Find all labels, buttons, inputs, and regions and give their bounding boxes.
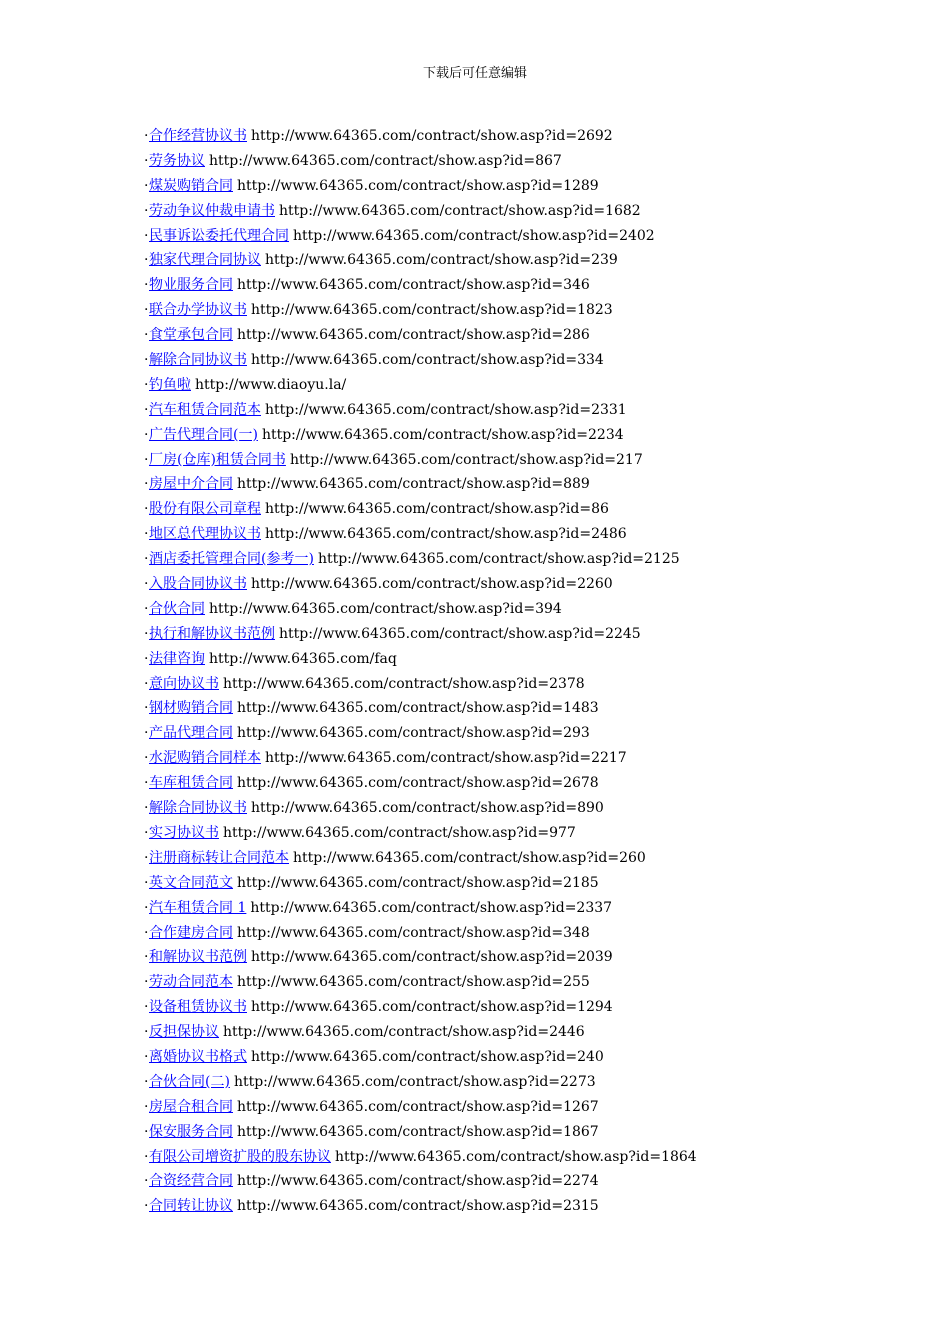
- contract-link[interactable]: 劳务协议: [149, 152, 205, 169]
- link-url: http://www.64365.com/contract/show.asp?id=1864: [335, 1148, 697, 1165]
- link-url: http://www.64365.com/contract/show.asp?id=239: [265, 252, 618, 269]
- contract-link[interactable]: 钓鱼啦: [149, 376, 191, 393]
- list-item: [144, 622, 864, 647]
- bullet: ·: [144, 551, 149, 568]
- bullet: ·: [144, 1073, 149, 1090]
- contract-link[interactable]: 合资经营合同: [149, 1173, 233, 1190]
- bullet: ·: [144, 725, 149, 742]
- bullet: ·: [144, 1123, 149, 1140]
- link-url: http://www.64365.com/contract/show.asp?id=293: [237, 725, 590, 742]
- link-url: http://www.64365.com/contract/show.asp?id=217: [289, 451, 643, 468]
- link-url: http://www.64365.com/contract/show.asp?id=260: [293, 849, 646, 866]
- bullet: ·: [144, 1148, 149, 1165]
- link-url: http://www.64365.com/contract/show.asp?id=2692: [251, 128, 613, 144]
- list-item: [144, 298, 864, 323]
- contract-link[interactable]: 英文合同范文: [149, 874, 233, 891]
- link-url: http://www.64365.com/contract/show.asp?id=2274: [237, 1173, 599, 1190]
- contract-link[interactable]: 联合办学协议书: [149, 302, 247, 319]
- bullet: ·: [144, 1048, 149, 1065]
- bullet: ·: [144, 675, 149, 692]
- list-item: [144, 124, 864, 149]
- bullet: ·: [144, 177, 149, 194]
- bullet: ·: [144, 476, 149, 493]
- list-item: [144, 572, 864, 597]
- link-url: http://www.64365.com/contract/show.asp?id=348: [237, 924, 590, 941]
- list-item: [144, 1045, 864, 1070]
- link-url: http://www.64365.com/contract/show.asp?id=86: [265, 501, 609, 518]
- contract-link[interactable]: 物业服务合同: [149, 277, 233, 294]
- contract-link[interactable]: 有限公司增资扩股的股东协议: [149, 1148, 331, 1165]
- bullet: ·: [144, 501, 149, 518]
- contract-link[interactable]: 劳动争议仲裁申请书: [149, 202, 275, 219]
- contract-link[interactable]: 意向协议书: [149, 675, 219, 692]
- contract-link[interactable]: 地区总代理协议书: [149, 526, 261, 543]
- link-url: http://www.64365.com/contract/show.asp?id=2331: [265, 401, 627, 418]
- bullet: ·: [144, 426, 149, 443]
- contract-link[interactable]: 房屋合租合同: [149, 1098, 233, 1115]
- bullet: ·: [144, 227, 149, 244]
- bullet: ·: [144, 974, 149, 991]
- list-item: [144, 373, 864, 398]
- bullet: ·: [144, 576, 149, 593]
- list-item: [144, 696, 864, 721]
- contract-link[interactable]: 设备租赁协议书: [149, 999, 247, 1016]
- link-url: http://www.64365.com/contract/show.asp?id=2315: [237, 1198, 599, 1215]
- link-url: http://www.64365.com/contract/show.asp?id=867: [209, 152, 562, 169]
- contract-link[interactable]: 实习协议书: [149, 824, 219, 841]
- list-item: [144, 746, 864, 771]
- link-url: http://www.64365.com/contract/show.asp?id=1682: [279, 202, 641, 219]
- bullet: ·: [144, 849, 149, 866]
- bullet: ·: [144, 128, 149, 144]
- bullet: ·: [144, 352, 149, 369]
- bullet: ·: [144, 451, 149, 468]
- link-url: http://www.64365.com/contract/show.asp?id=2260: [251, 576, 613, 593]
- contract-link[interactable]: 和解协议书范例: [149, 949, 247, 966]
- contract-link[interactable]: 广告代理合同(一): [149, 426, 258, 443]
- list-item: [144, 647, 864, 672]
- link-url: http://www.64365.com/contract/show.asp?id=2234: [261, 426, 624, 443]
- list-item: [144, 896, 864, 921]
- bullet: ·: [144, 401, 149, 418]
- link-url: http://www.64365.com/contract/show.asp?id=1867: [237, 1123, 599, 1140]
- list-item: [144, 497, 864, 522]
- list-item: [144, 547, 864, 572]
- bullet: ·: [144, 526, 149, 543]
- contract-link[interactable]: 车库租赁合同: [149, 775, 233, 792]
- link-url: http://www.64365.com/contract/show.asp?id=2446: [223, 1024, 585, 1041]
- bullet: ·: [144, 750, 149, 767]
- list-item: [144, 921, 864, 946]
- bullet: ·: [144, 999, 149, 1016]
- bullet: ·: [144, 874, 149, 891]
- contract-link[interactable]: 合作经营协议书: [149, 128, 247, 144]
- link-url: http://www.64365.com/contract/show.asp?id=1483: [237, 700, 599, 717]
- contract-link[interactable]: 法律咨询: [149, 650, 205, 667]
- contract-link[interactable]: 酒店委托管理合同(参考一): [149, 551, 314, 568]
- bullet: ·: [144, 1198, 149, 1215]
- bullet: ·: [144, 277, 149, 294]
- link-url: http://www.64365.com/contract/show.asp?id=255: [237, 974, 590, 991]
- bullet: ·: [144, 302, 149, 319]
- contract-link[interactable]: 合伙合同: [149, 600, 205, 617]
- bullet: ·: [144, 775, 149, 792]
- link-url: http://www.64365.com/contract/show.asp?id=2185: [237, 874, 599, 891]
- list-item: [144, 248, 864, 273]
- contract-link[interactable]: 钢材购销合同: [149, 700, 233, 717]
- list-item: [144, 945, 864, 970]
- list-item: [144, 199, 864, 224]
- link-url: http://www.64365.com/contract/show.asp?id=286: [237, 327, 590, 344]
- list-item: [144, 970, 864, 995]
- contract-link[interactable]: 房屋中介合同: [149, 476, 233, 493]
- list-item: [144, 721, 864, 746]
- list-item: [144, 1095, 864, 1120]
- link-url: http://www.64365.com/contract/show.asp?id=2378: [223, 675, 585, 692]
- list-item: [144, 1070, 864, 1095]
- bullet: ·: [144, 600, 149, 617]
- bullet: ·: [144, 949, 149, 966]
- bullet: ·: [144, 800, 149, 817]
- list-item: [144, 871, 864, 896]
- contract-link[interactable]: 合伙合同(二): [149, 1073, 230, 1090]
- contract-link[interactable]: 离婚协议书格式: [149, 1048, 247, 1065]
- link-url: http://www.64365.com/contract/show.asp?id=2217: [265, 750, 627, 767]
- link-url: http://www.64365.com/contract/show.asp?id=334: [251, 352, 604, 369]
- link-url: http://www.64365.com/contract/show.asp?id=1823: [251, 302, 613, 319]
- list-item: [144, 1120, 864, 1145]
- list-item: [144, 423, 864, 448]
- link-url: http://www.diaoyu.la/: [195, 376, 347, 393]
- list-item: [144, 174, 864, 199]
- list-item: [144, 771, 864, 796]
- list-item: [144, 1145, 864, 1170]
- contract-link[interactable]: 股份有限公司章程: [149, 501, 261, 518]
- link-url: http://www.64365.com/contract/show.asp?id=346: [237, 277, 590, 294]
- bullet: ·: [144, 1173, 149, 1190]
- list-item: [144, 597, 864, 622]
- list-item: [144, 672, 864, 697]
- contract-link[interactable]: 注册商标转让合同范本: [149, 849, 289, 866]
- list-item: [144, 796, 864, 821]
- bullet: ·: [144, 252, 149, 269]
- link-url: http://www.64365.com/contract/show.asp?id=889: [237, 476, 590, 493]
- list-item: [144, 1169, 864, 1194]
- contract-link[interactable]: 产品代理合同: [149, 725, 233, 742]
- link-url: http://www.64365.com/contract/show.asp?id=2678: [237, 775, 599, 792]
- bullet: ·: [144, 700, 149, 717]
- bullet: ·: [144, 824, 149, 841]
- contract-link[interactable]: 入股合同协议书: [149, 576, 247, 593]
- contract-link[interactable]: 汽车租赁合同 1: [149, 899, 247, 916]
- list-item: [144, 472, 864, 497]
- list-item: [144, 149, 864, 174]
- contract-link[interactable]: 保安服务合同: [149, 1123, 233, 1140]
- contract-link[interactable]: 合作建房合同: [149, 924, 233, 941]
- link-url: http://www.64365.com/contract/show.asp?id=2337: [250, 899, 613, 916]
- contract-link[interactable]: 劳动合同范本: [149, 974, 233, 991]
- link-url: http://www.64365.com/contract/show.asp?id=2273: [233, 1073, 596, 1090]
- bullet: ·: [144, 899, 149, 916]
- bullet: ·: [144, 202, 149, 219]
- link-url: http://www.64365.com/contract/show.asp?id=2486: [265, 526, 627, 543]
- link-url: http://www.64365.com/contract/show.asp?id=2402: [293, 227, 655, 244]
- link-url: http://www.64365.com/contract/show.asp?id=240: [251, 1048, 604, 1065]
- list-item: [144, 273, 864, 298]
- list-item: [144, 224, 864, 249]
- list-item: [144, 1194, 864, 1219]
- link-url: http://www.64365.com/contract/show.asp?id=2245: [279, 625, 641, 642]
- contract-link[interactable]: 反担保协议: [149, 1024, 219, 1041]
- page-header: 下载后可任意编辑: [422, 66, 527, 81]
- bullet: ·: [144, 327, 149, 344]
- link-url: http://www.64365.com/faq: [209, 650, 397, 667]
- bullet: ·: [144, 1024, 149, 1041]
- link-url: http://www.64365.com/contract/show.asp?id=890: [251, 800, 604, 817]
- contract-link[interactable]: 民事诉讼委托代理合同: [149, 227, 289, 244]
- link-url: http://www.64365.com/contract/show.asp?id=1289: [237, 177, 599, 194]
- contract-link[interactable]: 解除合同协议书: [149, 352, 247, 369]
- list-item: [144, 522, 864, 547]
- contract-link[interactable]: 厂房(仓库)租赁合同书: [149, 451, 286, 468]
- list-item: [144, 846, 864, 871]
- link-url: http://www.64365.com/contract/show.asp?id=2039: [251, 949, 613, 966]
- contract-link[interactable]: 食堂承包合同: [149, 327, 233, 344]
- link-url: http://www.64365.com/contract/show.asp?id=1294: [251, 999, 613, 1016]
- link-url: http://www.64365.com/contract/show.asp?id=1267: [237, 1098, 599, 1115]
- bullet: ·: [144, 625, 149, 642]
- contract-link-list: [144, 124, 864, 1219]
- contract-link[interactable]: 独家代理合同协议: [149, 252, 261, 269]
- contract-link[interactable]: 水泥购销合同样本: [149, 750, 261, 767]
- list-item: [144, 323, 864, 348]
- contract-link[interactable]: 煤炭购销合同: [149, 177, 233, 194]
- link-url: http://www.64365.com/contract/show.asp?id=394: [209, 600, 562, 617]
- contract-link[interactable]: 执行和解协议书范例: [149, 625, 275, 642]
- link-url: http://www.64365.com/contract/show.asp?id=977: [223, 824, 576, 841]
- list-item: [144, 995, 864, 1020]
- contract-link[interactable]: 解除合同协议书: [149, 800, 247, 817]
- bullet: ·: [144, 376, 149, 393]
- list-item: [144, 821, 864, 846]
- contract-link[interactable]: 汽车租赁合同范本: [149, 401, 261, 418]
- bullet: ·: [144, 1098, 149, 1115]
- bullet: ·: [144, 152, 149, 169]
- link-url: http://www.64365.com/contract/show.asp?id=2125: [317, 551, 680, 568]
- list-item: [144, 448, 864, 473]
- list-item: [144, 398, 864, 423]
- bullet: ·: [144, 650, 149, 667]
- bullet: ·: [144, 924, 149, 941]
- contract-link[interactable]: 合同转让协议: [149, 1198, 233, 1215]
- list-item: [144, 1020, 864, 1045]
- list-item: [144, 348, 864, 373]
